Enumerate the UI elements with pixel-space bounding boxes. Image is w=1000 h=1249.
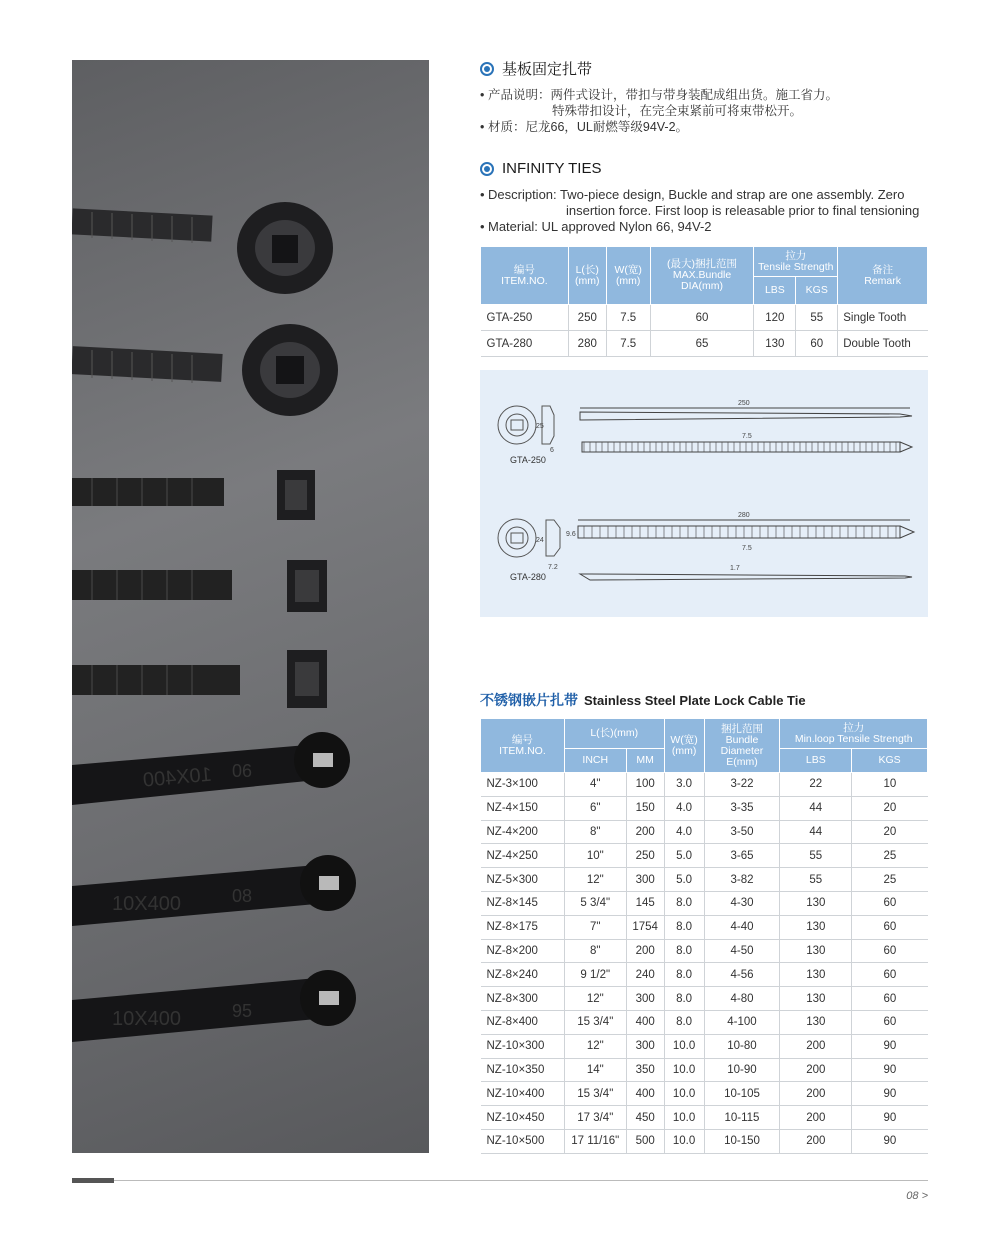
strap-square-3 [72,650,327,708]
cell-lbs: 200 [780,1106,852,1130]
infinity-tie-2 [72,324,338,416]
cell-kgs: 90 [852,1082,928,1106]
cell-kgs: 60 [796,331,838,357]
cell-mm: 145 [626,891,664,915]
col-inch: INCH [564,749,626,773]
cell-mm: 200 [626,939,664,963]
steel-ties-table [480,718,928,1154]
section2-title [480,690,806,710]
cell-lbs: 120 [754,305,796,331]
cell-lbs: 130 [780,915,852,939]
cell-inch: 14" [564,1058,626,1082]
cell-w: 4.0 [664,820,704,844]
tie-print-2: 10X400 [112,893,181,915]
strap-square-1 [72,470,315,520]
col-item: 编号 ITEM.NO. [481,247,569,305]
cell-w: 8.0 [664,1010,704,1034]
tie-print-3: 10X400 [112,1008,181,1030]
footer-divider [72,1180,928,1181]
cell-item: NZ-10×300 [481,1034,565,1058]
cell-kgs: 60 [852,1010,928,1034]
table-row [481,963,928,987]
cell-bd: 10-115 [704,1106,780,1130]
cell-item: NZ-5×300 [481,868,565,892]
cell-mm: 450 [626,1106,664,1130]
cell-mm: 150 [626,796,664,820]
cell-kgs: 90 [852,1058,928,1082]
desc-cn-line1: • 产品说明：两件式设计，带扣与带身装配成组出货。施工省力。 [480,88,839,102]
cell-mm: 300 [626,1034,664,1058]
cell-w: 8.0 [664,939,704,963]
cell-inch: 4" [564,773,626,797]
cell-lbs: 130 [780,891,852,915]
cell-l: 280 [568,331,606,357]
cell-inch: 6" [564,796,626,820]
cell-inch: 5 3/4" [564,891,626,915]
material-cn-text: 材质：尼龙66，UL耐燃等级94V-2。 [488,120,689,134]
cell-mm: 400 [626,1010,664,1034]
table-row [481,305,928,331]
cell-w: 10.0 [664,1129,704,1153]
table-row [481,1082,928,1106]
cell-mm: 1754 [626,915,664,939]
cell-inch: 8" [564,939,626,963]
bullet-circle-icon [480,62,494,76]
cell-inch: 12" [564,868,626,892]
dim-7-2: 7.2 [548,564,558,571]
col-lbs: LBS [780,749,852,773]
table-row [481,868,928,892]
label-gta-250: GTA-250 [510,455,546,465]
cell-mm: 350 [626,1058,664,1082]
col-width: W(宽) (mm) [606,247,650,305]
cell-kgs: 10 [852,773,928,797]
cell-item: GTA-250 [481,305,569,331]
cell-w: 8.0 [664,963,704,987]
table-row [481,844,928,868]
cell-bd: 10-90 [704,1058,780,1082]
col-length: L(长)(mm) [564,719,664,749]
cell-w: 10.0 [664,1106,704,1130]
cell-kgs: 20 [852,820,928,844]
cell-remark: Double Tooth [838,331,928,357]
cell-item: NZ-10×400 [481,1082,565,1106]
col-lbs: LBS [754,277,796,305]
cell-kgs: 60 [852,939,928,963]
cell-mm: 400 [626,1082,664,1106]
cell-lbs: 200 [780,1034,852,1058]
col-tensile: 拉力 Tensile Strength [754,247,838,277]
dim-24: 24 [536,537,544,544]
cell-item: NZ-8×200 [481,939,565,963]
infinity-ties-table [480,246,928,357]
cell-kgs: 60 [852,915,928,939]
col-width: W(宽) (mm) [664,719,704,773]
tie-number-3: 95 [232,1001,253,1021]
dim-9-6: 9.6 [566,531,576,538]
cell-mm: 300 [626,987,664,1011]
cell-item: NZ-3×100 [481,773,565,797]
desc-en-line1: • Description: Two-piece design, Buckle and strap are one assembly. Zero [480,187,905,202]
heading-cn [480,58,592,79]
dim-7-5-a: 7.5 [742,433,752,440]
dim-6: 6 [550,447,554,454]
desc-en-text-1: Description: Two-piece design, Buckle and strap are one assembly. Zero [488,187,905,202]
page-number: 08 > [906,1190,928,1202]
material-en: • Material: UL approved Nylon 66, 94V-2 [480,219,712,234]
cell-item: GTA-280 [481,331,569,357]
cell-kgs: 90 [852,1034,928,1058]
cell-mm: 240 [626,963,664,987]
col-kgs: KGS [796,277,838,305]
col-mm: MM [626,749,664,773]
dim-7-5-b: 7.5 [742,545,752,552]
heading-en-text: INFINITY TIES [502,160,602,177]
cell-item: NZ-8×240 [481,963,565,987]
cell-w: 8.0 [664,891,704,915]
cell-bd: 4-100 [704,1010,780,1034]
cell-bd: 3-22 [704,773,780,797]
cell-inch: 15 3/4" [564,1010,626,1034]
cell-bd: 4-40 [704,915,780,939]
cell-inch: 9 1/2" [564,963,626,987]
table-row [481,915,928,939]
table-row [481,773,928,797]
tie-number-2: 08 [232,886,253,906]
material-en-text: Material: UL approved Nylon 66, 94V-2 [488,219,712,234]
desc-cn-line2: 特殊带扣设计，在完全束紧前可将束带松开。 [552,104,803,118]
cell-w: 7.5 [606,305,650,331]
col-length: L(长) (mm) [568,247,606,305]
table-row [481,1010,928,1034]
cell-bd: 4-80 [704,987,780,1011]
desc-cn-text-1: 产品说明：两件式设计，带扣与带身装配成组出货。施工省力。 [488,88,839,102]
cell-kgs: 25 [852,844,928,868]
table-row [481,1034,928,1058]
cell-w: 10.0 [664,1034,704,1058]
cell-lbs: 130 [780,1010,852,1034]
table-row [481,796,928,820]
cell-remark: Single Tooth [838,305,928,331]
col-remark: 备注 Remark [838,247,928,305]
section2-title-cn: 不锈钢嵌片扎带 [480,692,578,708]
table-row [481,1106,928,1130]
cell-inch: 17 3/4" [564,1106,626,1130]
cell-item: NZ-4×250 [481,844,565,868]
cell-inch: 15 3/4" [564,1082,626,1106]
table-row [481,820,928,844]
col-item: 编号 ITEM.NO. [481,719,565,773]
table-row [481,1058,928,1082]
technical-drawing [480,370,928,617]
cell-lbs: 130 [780,987,852,1011]
dim-280: 280 [738,512,750,519]
cell-inch: 12" [564,987,626,1011]
col-tensile: 拉力 Min.loop Tensile Strength [780,719,928,749]
cell-lbs: 22 [780,773,852,797]
cell-bd: 3-35 [704,796,780,820]
cell-lbs: 55 [780,844,852,868]
cell-lbs: 130 [754,331,796,357]
cell-item: NZ-8×400 [481,1010,565,1034]
table-row [481,939,928,963]
section2-title-en: Stainless Steel Plate Lock Cable Tie [584,693,806,708]
steel-lock-tie-2 [72,855,356,926]
cell-lbs: 44 [780,820,852,844]
cell-kgs: 60 [852,891,928,915]
cell-bd: 4-50 [704,939,780,963]
heading-cn-text: 基板固定扎带 [502,61,593,78]
cell-bd: 10-80 [704,1034,780,1058]
cell-w: 7.5 [606,331,650,357]
steel-lock-tie-3 [72,970,356,1042]
cell-w: 10.0 [664,1058,704,1082]
cell-w: 5.0 [664,868,704,892]
cell-lbs: 200 [780,1082,852,1106]
cell-kgs: 90 [852,1106,928,1130]
cell-dia: 60 [650,305,754,331]
cell-inch: 8" [564,820,626,844]
label-gta-280: GTA-280 [510,572,546,582]
product-photo [72,60,429,1153]
cell-inch: 7" [564,915,626,939]
material-cn: • 材质：尼龙66，UL耐燃等级94V-2。 [480,120,689,134]
table-row [481,331,928,357]
infinity-tie-1 [72,202,333,294]
cell-lbs: 130 [780,963,852,987]
dim-250: 250 [738,400,750,407]
table-row [481,1129,928,1153]
col-bundle-dia: (最大)捆扎范围 MAX.Bundle DIA(mm) [650,247,754,305]
heading-en [480,160,601,177]
cell-item: NZ-10×500 [481,1129,565,1153]
cell-inch: 17 11/16" [564,1129,626,1153]
cell-mm: 500 [626,1129,664,1153]
col-bundle-dia: 捆扎范围 Bundle Diameter E(mm) [704,719,780,773]
cell-bd: 4-30 [704,891,780,915]
cable-ties-illustration [72,60,429,1153]
cell-w: 4.0 [664,796,704,820]
table-row [481,987,928,1011]
steel-lock-tie-1 [72,732,350,805]
cell-item: NZ-10×350 [481,1058,565,1082]
cell-bd: 3-65 [704,844,780,868]
cell-item: NZ-8×175 [481,915,565,939]
col-kgs: KGS [852,749,928,773]
cell-w: 8.0 [664,915,704,939]
cell-lbs: 44 [780,796,852,820]
bullet-circle-icon [480,162,494,176]
cell-lbs: 200 [780,1058,852,1082]
cell-w: 3.0 [664,773,704,797]
cell-l: 250 [568,305,606,331]
cell-mm: 100 [626,773,664,797]
cell-bd: 3-50 [704,820,780,844]
tie-number-1: 06 [232,761,253,781]
cell-item: NZ-10×450 [481,1106,565,1130]
cell-lbs: 55 [780,868,852,892]
cell-bd: 4-56 [704,963,780,987]
cell-bd: 3-82 [704,868,780,892]
cell-mm: 250 [626,844,664,868]
strap-square-2 [72,560,327,612]
dim-1-7: 1.7 [730,565,740,572]
cell-inch: 10" [564,844,626,868]
cell-lbs: 130 [780,939,852,963]
desc-en-line2: insertion force. First loop is releasable prior to final tensioning [566,203,920,218]
cell-kgs: 60 [852,963,928,987]
cell-w: 10.0 [664,1082,704,1106]
cell-kgs: 20 [852,796,928,820]
cell-kgs: 25 [852,868,928,892]
cell-bd: 10-105 [704,1082,780,1106]
dim-25: 25 [536,423,544,430]
cell-mm: 300 [626,868,664,892]
cell-inch: 12" [564,1034,626,1058]
cell-item: NZ-4×150 [481,796,565,820]
cell-mm: 200 [626,820,664,844]
table-row [481,891,928,915]
cell-kgs: 90 [852,1129,928,1153]
tie-print-1: 10X400 [142,763,213,792]
cell-w: 5.0 [664,844,704,868]
cell-lbs: 200 [780,1129,852,1153]
cell-item: NZ-8×145 [481,891,565,915]
cell-kgs: 60 [852,987,928,1011]
cell-dia: 65 [650,331,754,357]
footer-accent-bar [72,1178,114,1183]
cell-kgs: 55 [796,305,838,331]
cell-item: NZ-8×300 [481,987,565,1011]
cell-bd: 10-150 [704,1129,780,1153]
cell-w: 8.0 [664,987,704,1011]
dimension-diagram [480,370,928,617]
cell-item: NZ-4×200 [481,820,565,844]
